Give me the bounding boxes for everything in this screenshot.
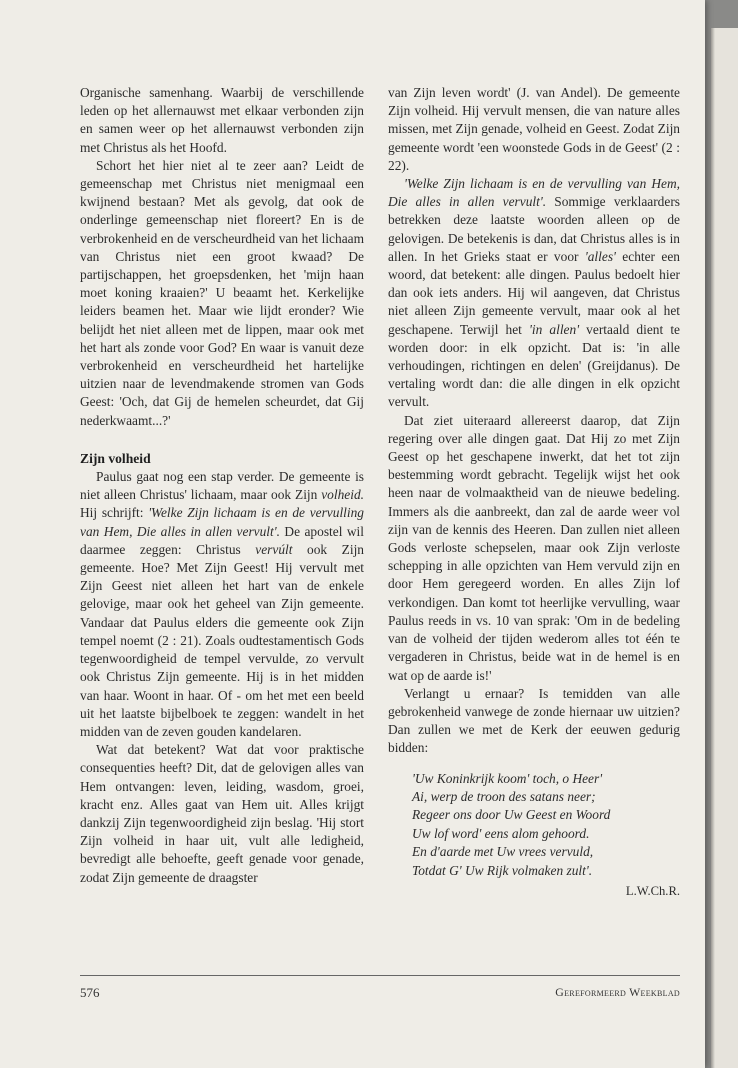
- poem-line: 'Uw Koninkrijk koom' toch, o Heer': [412, 770, 603, 786]
- poem-line: Totdat G' Uw Rijk volmaken zult'.: [412, 862, 593, 878]
- adjacent-page-edge: [711, 28, 738, 1068]
- poem-block: [412, 770, 680, 880]
- paragraph-dat-ziet: Dat ziet uiteraard allereerst daarop, dat Zijn regering over alle dingen gaat. Dat Hij zo met Zijn Geest op het geschapene inwerkt, dat het tot zijn bestemming wordt gebracht. Tegelijk wijst het ook heen naar de volmaaktheid van de nieuwe bedeling. Immers als die aanbreekt, dan zal de aarde weer vol zijn van de kennis des Heeren. Dan zullen niet alleen Gods verloste schepselen, maar ook Zijn verloste schepping in alle opzichten van Hem vervuld zijn en door Hem geregeerd worden. En alles Zijn lof verkondigen. Dan komt tot heerlijke vervulling, waar Paulus reeds in vs. 10 van sprak: 'Om in de bedeling van de volheid der tijden wederom alles tot één te vergaderen in Christus, beide wat in de hemel is en wat op de aarde is!': [388, 412, 680, 683]
- page-number: 576: [80, 985, 100, 1000]
- footer-rule: [80, 975, 680, 976]
- page-gutter-shadow: [711, 28, 715, 1068]
- poem-line: Uw lof word' eens alom gehoord.: [412, 825, 590, 841]
- left-column: [80, 84, 364, 887]
- text-span: Paulus gaat nog een stap verder. De gemeente is niet alleen Christus' lichaam, maar ook Zijn: [80, 469, 364, 503]
- paragraph-verlangt: Verlangt u ernaar? Is temidden van alle gebrokenheid vanwege de zonde hiernaar uw uitzien? Dan zullen we met de Kerk der eeuwen gedurig bidden:: [388, 685, 680, 756]
- paragraph-van-zijn-leven: van Zijn leven wordt' (J. van Andel). De gemeente Zijn volheid. Hij vervult mensen, die van nature alles missen, met Zijn genade, volheid en Geest. Zodat Zijn gemeente wordt 'een woonstede Gods in de Geest' (2 : 22).: [388, 85, 680, 173]
- text-span: De apostel wil daarmee zeggen: Christus: [80, 523, 364, 557]
- text-span: echter een woord, dat betekent: alle dingen. Paulus bedoelt hier dan ook iets anders. Hij wil aangeven, dat Christus niet alleen Zijn gemeente vervult, maar ook al het geschapene. Terwijl het: [388, 248, 680, 337]
- italic-span: 'alles': [584, 248, 616, 264]
- italic-span: volheid.: [321, 487, 364, 503]
- text-span: Hij schrijft:: [80, 505, 149, 521]
- paragraph-organic: Organische samenhang. Waarbij de verschillende leden op het allernauwst met elkaar verbonden zijn en samen weer op het allernauwst verbonden zijn met Christus als het Hoofd.: [80, 85, 364, 155]
- paragraph-welke: [388, 175, 680, 412]
- journal-title: Gereformeerd Weekblad: [555, 985, 680, 999]
- text-span: ook Zijn gemeente. Hoe? Met Zijn Geest! Hij vervult met Zijn Geest niet alleen het hart van de enkele gelovige, maar ook het geheel van Zijn gemeente. Vandaar dat Paulus elders die gemeente ook Zijn tempel noemt (2 : 21). Zoals oudtestamentisch Gods tegenwoordigheid de tempel vervulde, zo vervult ook Christus Zijn gemeente. Hij is in het midden van haar. Woont in haar. Of - om het met een beeld uit het laatste bijbelboek te zeggen: wandelt in het midden van de zeven gouden kandelaren.: [80, 541, 364, 739]
- author-signature: L.W.Ch.R.: [625, 883, 680, 898]
- section-gap: [80, 430, 364, 450]
- poem-line: En d'aarde met Uw vrees vervuld,: [412, 844, 594, 860]
- right-column: [388, 84, 680, 900]
- quote-italic: 'Welke Zijn lichaam is en de vervulling van Hem, Die alles in allen vervult'.: [80, 505, 364, 539]
- paragraph-paulus: [80, 468, 364, 741]
- poem-line: Regeer ons door Uw Geest en Woord: [412, 807, 611, 823]
- italic-span: 'in allen': [529, 321, 580, 337]
- section-heading-zijn-volheid: Zijn volheid: [80, 450, 151, 466]
- text-span: Sommige verklaarders betrekken deze laatste woorden alleen op de gelovigen. De betekenis is dan, dat Christus alles is in allen. In het Grieks staat er voor: [388, 194, 680, 264]
- paragraph-schort: Schort het hier niet al te zeer aan? Leidt de gemeenschap met Christus niet menigmaal een kwijnend bestaan? Met als gevolg, dat ook de onderlinge gemeenschap niet floreert? En is de verbrokenheid en de verscheurdheid van het lichaam van Christus niet een groot kwaad? De partijschappen, het groepsdenken, het 'mijn haan moet koning kraaien?' U beaamt het. Kerkelijke leiders beamen het. Maar wie lijdt eronder? Wie belijdt het niet alleen met de lippen, maar ook met het hart als zonde voor God? En waar is vanuit deze verbrokenheid en verscheurdheid het hartelijke uitzien naar de levendmakende stromen van Gods Geest: 'Och, dat Gij de hemelen scheurdet, dat Gij nederkwaamt...?': [80, 157, 364, 428]
- poem-line: Ai, werp de troon des satans neer;: [412, 788, 596, 804]
- paragraph-wat-dat: Wat dat betekent? Wat dat voor praktische consequenties heeft? Dit, dat de gelovigen alles van Hem ontvangen: leven, leiding, wasdom, groei, kracht enz. Alles gaat van Hem uit. Alles krijgt dankzij Zijn tegenwoordigheid zijn beslag. 'Hij stort Zijn volheid in haar uit, vult alle ledigheid, bevredigt alle behoefte, geeft genade voor genade, zodat Zijn gemeente de draagster: [80, 742, 364, 885]
- italic-span: vervúlt: [255, 541, 293, 557]
- quote-italic: 'Welke Zijn lichaam is en de vervulling van Hem, Die alles in allen vervult'.: [388, 176, 680, 210]
- text-span: vertaald dient te worden door: in elk opzicht. Dat is: 'in alle verhoudingen, richtingen en delen' (Greijdanus). De vertaling wordt dan: die alle dingen in elk opzicht vervult.: [388, 321, 680, 410]
